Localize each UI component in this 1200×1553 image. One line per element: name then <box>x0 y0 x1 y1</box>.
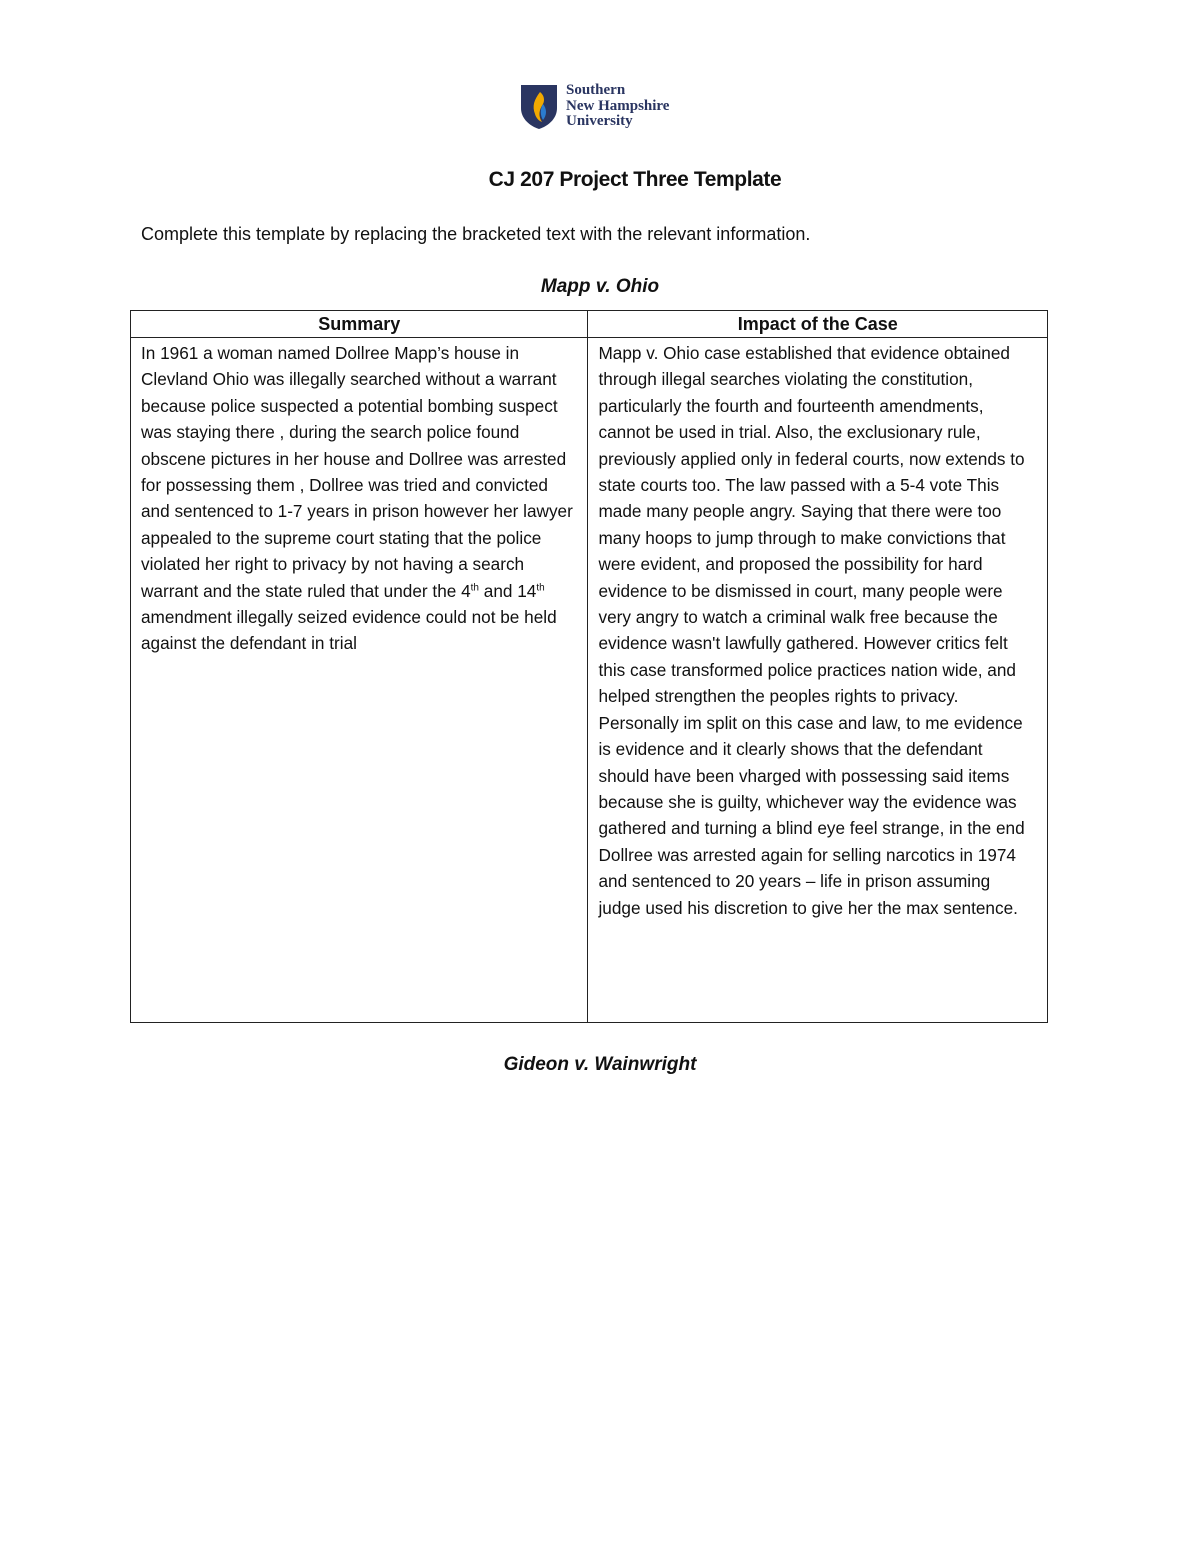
summary-superscript-1: th <box>470 581 479 593</box>
summary-text-part2: and 14 <box>479 580 537 601</box>
summary-text-part3: amendment illegally seized evidence could not be held against the defendant in trial <box>141 607 557 654</box>
case-heading-mapp: Mapp v. Ohio <box>540 276 660 297</box>
impact-cell <box>588 338 1048 1023</box>
logo-line-3: University <box>566 113 633 129</box>
university-logo <box>520 84 669 130</box>
logo-wordmark <box>566 83 669 130</box>
column-header-summary: Summary <box>131 311 588 338</box>
impact-text: Mapp v. Ohio case established that evidence obtained through illegal searches violating the constitution, particularly the fourth and fourteenth amendments, cannot be used in trial. Also, the exclusionary rule, previously applied only in federal courts, now extends to state courts too. The law passed with a 5-4 vote This made many people angry. Saying that there were too many hoops to jump through to make convictions that were evident, and proposed the possibility for hard evidence to be dismissed in court, many people were very angry to watch a criminal walk free because the evidence wasn't lawfully gathered. However critics felt this case transformed police practices nation wide, and helped strengthen the peoples rights to privacy. Personally im split on this case and law, to me evidence is evidence and it clearly shows that the defendant should have been vharged with possessing said items because she is guilty, whichever way the evidence was gathered and turning a blind eye feel strange, in the end Dollree was arrested again for selling narcotics in 1974 and sentenced to 20 years – life in prison assuming judge used his discretion to give her the max sentence. <box>598 343 1025 918</box>
column-header-impact: Impact of the Case <box>588 311 1048 338</box>
table-header-row <box>131 311 1048 338</box>
case-table-mapp <box>130 310 1048 1023</box>
summary-text-part1: In 1961 a woman named Dollree Mapp’s house in Clevland Ohio was illegally searched without a warrant because police suspected a potential bombing suspect was staying there , during the search police found obscene pictures in her house and Dollree was arrested for possessing them , Dollree was tried and convicted and sentenced to 1-7 years in prison however her lawyer appealed to the supreme court stating that the police violated her right to privacy by not having a search warrant and the state ruled that under the 4 <box>141 343 573 601</box>
case-heading-gideon: Gideon v. Wainwright <box>503 1054 697 1075</box>
logo-line-1: Southern <box>566 82 626 98</box>
table-row <box>131 338 1048 1023</box>
logo-line-2: New Hampshire <box>566 97 670 114</box>
instructions-text: Complete this template by replacing the bracketed text with the relevant information. <box>141 224 811 244</box>
summary-cell <box>131 338 588 1023</box>
document-title: CJ 207 Project Three Template <box>488 168 782 191</box>
shield-flame-icon <box>520 84 558 130</box>
summary-superscript-2: th <box>536 581 545 593</box>
